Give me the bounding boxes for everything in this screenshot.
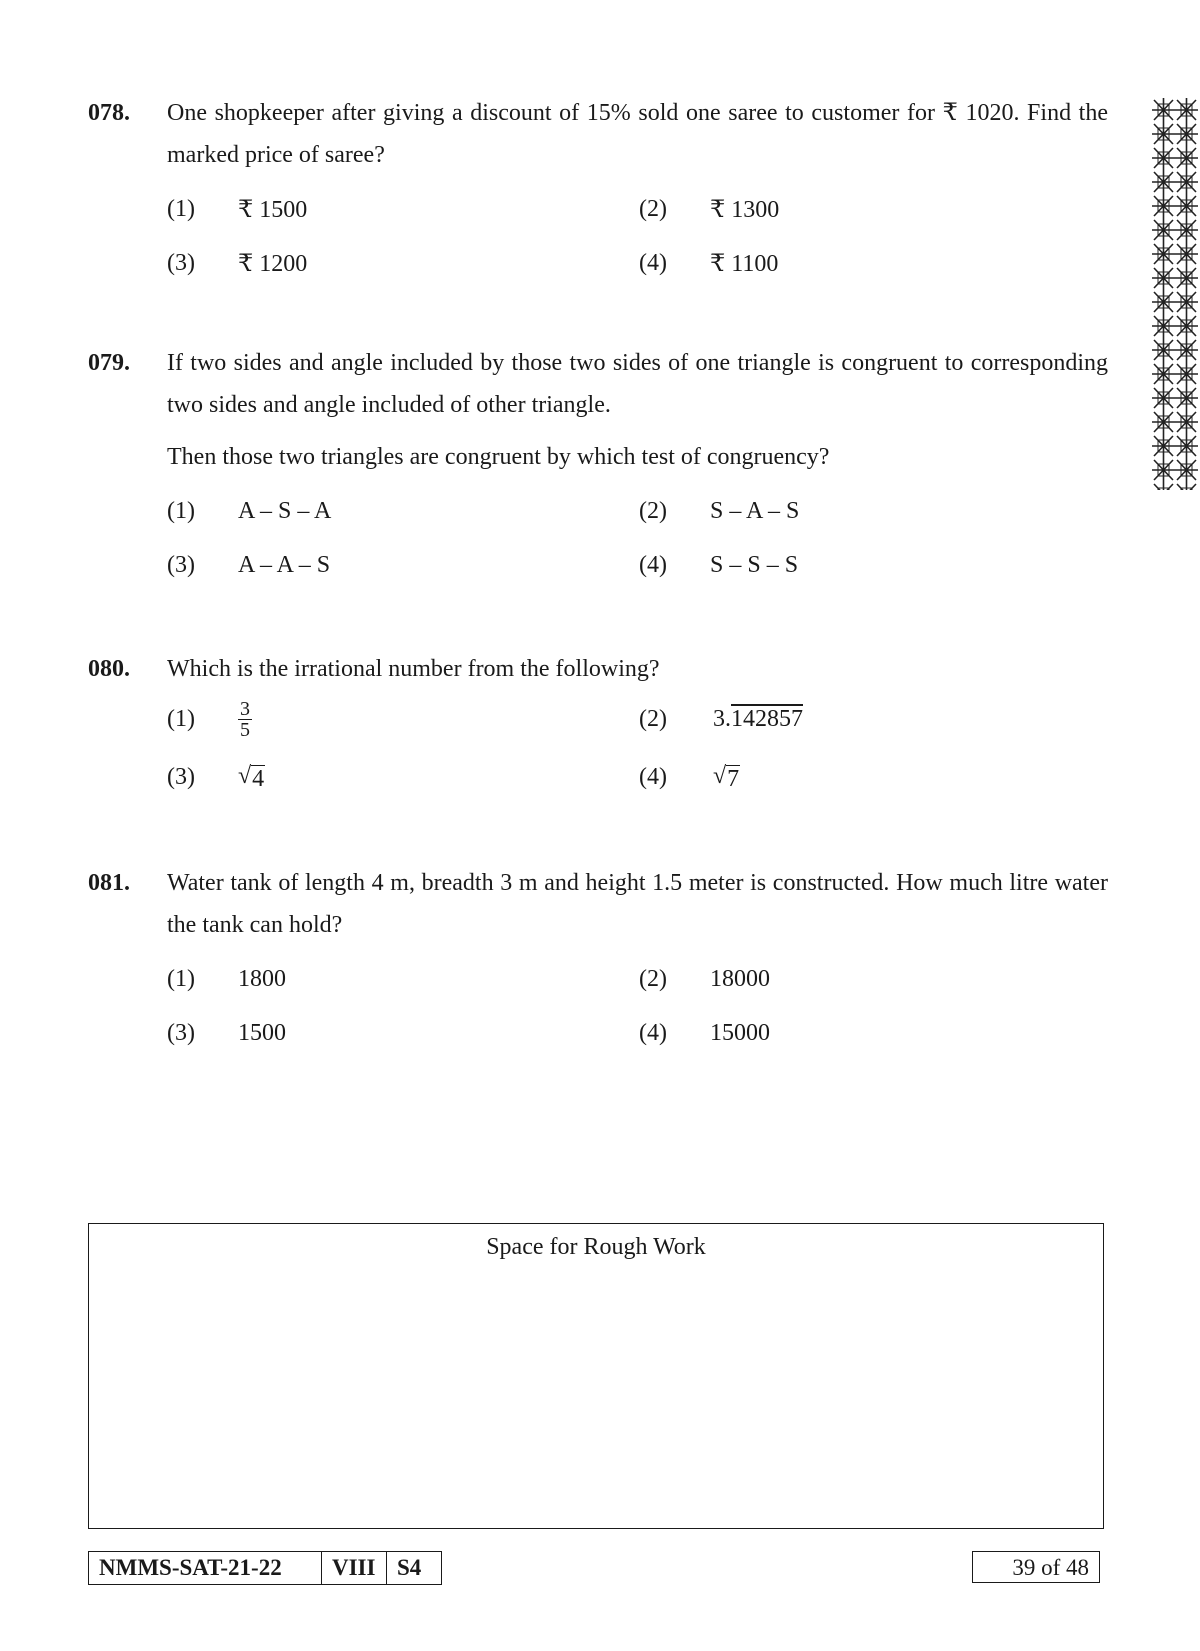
page-number: 39 of 48 [972, 1551, 1100, 1583]
side-border-pattern-icon [1152, 98, 1198, 490]
question-number: 078. [88, 100, 130, 126]
option-label: (1) [167, 705, 195, 732]
radical-sign: √ [238, 762, 252, 789]
option-label: (1) [167, 497, 195, 524]
option-value: 1800 [238, 965, 286, 992]
question-079 [88, 342, 1108, 586]
option-1[interactable] [167, 694, 639, 744]
set-code: S4 [386, 1552, 441, 1584]
question-text: If two sides and angle included by those two sides of one triangle is congruent to corresponding two sides and angle included of other triangle. Then those two triangles are congruent by which test of congruency? [167, 350, 1108, 470]
option-label: (4) [639, 551, 667, 578]
radicand: 4 [252, 765, 265, 792]
square-root [238, 763, 265, 792]
radical-sign: √ [713, 762, 727, 789]
repeating-digits: 142857 [731, 705, 803, 732]
option-value [713, 706, 803, 733]
fraction-numerator: 3 [240, 697, 250, 720]
option-label: (3) [167, 1019, 195, 1046]
question-text: One shopkeeper after giving a discount of 15% sold one saree to customer for ₹ 1020. Find the marked price of saree? [167, 100, 1108, 168]
option-value: A – A – S [238, 551, 331, 578]
option-3[interactable] [167, 242, 639, 284]
option-value: S – A – S [710, 497, 800, 524]
question-text: Water tank of length 4 m, breadth 3 m and height 1.5 meter is constructed. How much litre water the tank can hold? [167, 870, 1108, 938]
option-2[interactable] [639, 188, 1108, 230]
option-label: (2) [639, 497, 667, 524]
option-4[interactable] [639, 242, 1108, 284]
question-080 [88, 648, 1108, 798]
option-3[interactable] [167, 756, 639, 798]
option-1[interactable] [167, 490, 639, 532]
option-label: (2) [639, 195, 667, 222]
options-grid [167, 958, 1108, 1054]
option-value: 18000 [710, 965, 770, 992]
option-4[interactable] [639, 756, 1108, 798]
option-label: (3) [167, 249, 195, 276]
option-label: (2) [639, 705, 667, 732]
question-number: 079. [88, 350, 130, 376]
radicand: 7 [727, 765, 740, 792]
option-2[interactable] [639, 694, 1108, 744]
option-value: S – S – S [710, 551, 799, 578]
options-grid [167, 188, 1108, 284]
rough-work-title: Space for Rough Work [486, 1234, 706, 1260]
option-label: (3) [167, 763, 195, 790]
option-value: ₹ 1500 [238, 196, 308, 223]
class-code: VIII [321, 1552, 386, 1584]
option-label: (2) [639, 965, 667, 992]
option-value: A – S – A [238, 497, 332, 524]
question-number: 080. [88, 656, 130, 682]
option-4[interactable] [639, 1012, 1108, 1054]
option-label: (3) [167, 551, 195, 578]
paper-code-box [88, 1551, 442, 1585]
decimal-whole: 3. [713, 705, 731, 732]
option-label: (4) [639, 1019, 667, 1046]
question-text: Which is the irrational number from the following? [167, 656, 660, 682]
option-4[interactable] [639, 544, 1108, 586]
question-number: 081. [88, 870, 130, 896]
option-value: ₹ 1100 [710, 250, 779, 277]
square-root [713, 763, 740, 792]
option-label: (4) [639, 763, 667, 790]
option-value: ₹ 1300 [710, 196, 780, 223]
options-grid [167, 694, 1108, 798]
option-3[interactable] [167, 1012, 639, 1054]
option-2[interactable] [639, 958, 1108, 1000]
option-value: ₹ 1200 [238, 250, 308, 277]
question-078 [88, 92, 1108, 284]
option-1[interactable] [167, 958, 639, 1000]
option-3[interactable] [167, 544, 639, 586]
paper-code: NMMS-SAT-21-22 [99, 1555, 282, 1580]
option-1[interactable] [167, 188, 639, 230]
option-label: (4) [639, 249, 667, 276]
fraction-denominator: 5 [240, 718, 250, 741]
rough-work-box [88, 1223, 1104, 1529]
option-value: 1500 [238, 1019, 286, 1046]
fraction [238, 699, 252, 740]
options-grid [167, 490, 1108, 586]
option-2[interactable] [639, 490, 1108, 532]
option-value: 15000 [710, 1019, 770, 1046]
question-081 [88, 862, 1108, 1054]
option-label: (1) [167, 195, 195, 222]
option-label: (1) [167, 965, 195, 992]
